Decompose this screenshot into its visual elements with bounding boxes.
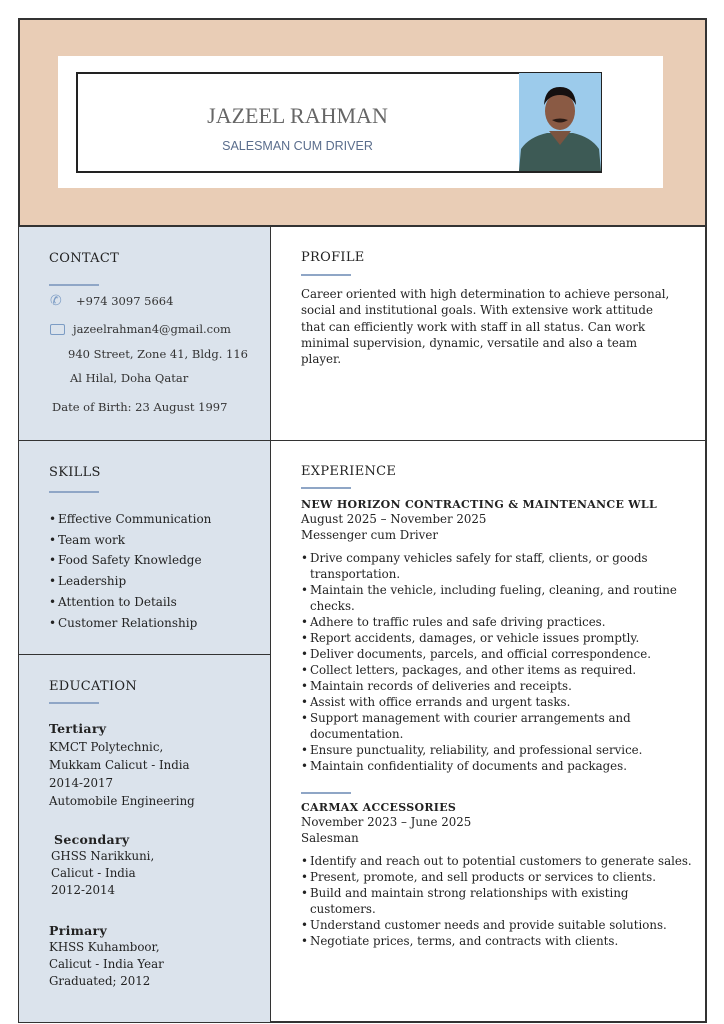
education-title: EDUCATION [49, 679, 138, 694]
duty-item: • Identify and reach out to potential customers to generate sales. [301, 853, 696, 869]
date-of-birth: Date of Birth: 23 August 1997 [52, 400, 228, 414]
job-duties [301, 550, 686, 774]
section-rule [301, 792, 351, 794]
section-rule [49, 702, 99, 704]
duty-item: • Report accidents, damages, or vehicle issues promptly. [301, 630, 686, 646]
duty-item: • Adhere to traffic rules and safe driving practices. [301, 614, 686, 630]
address-line-2: Al Hilal, Doha Qatar [70, 371, 189, 385]
address-line-1: 940 Street, Zone 41, Bldg. 116 [68, 347, 248, 361]
section-rule [49, 284, 99, 286]
profile-text: Career oriented with high determination to achieve personal, social and institutional goals. With extensive work attitude that can efficiently work with staff in all status. Can work minimal supervision, dynamic, versatile and also a team player. [301, 287, 670, 367]
contact-title: CONTACT [49, 251, 120, 266]
job-duties [301, 853, 696, 949]
job-company: NEW HORIZON CONTRACTING & MAINTENANCE WLL [301, 498, 657, 511]
education-line: Calicut - India [51, 866, 136, 880]
job-entry [301, 498, 701, 774]
skill-item: • Attention to Details [49, 592, 211, 613]
duty-item: • Deliver documents, parcels, and official correspondence. [301, 646, 686, 662]
duty-item: • Present, promote, and sell products or services to clients. [301, 869, 696, 885]
candidate-name: JAZEEL RAHMAN [207, 103, 388, 128]
education-line: Calicut - India Year [49, 957, 164, 971]
duty-item: • Build and maintain strong relationships with existing customers. [301, 885, 696, 917]
education-line: Automobile Engineering [49, 794, 195, 808]
education-line: 2012-2014 [51, 883, 116, 897]
skill-item: • Leadership [49, 571, 211, 592]
job-dates: August 2025 – November 2025 [301, 512, 487, 526]
duty-item: • Understand customer needs and provide suitable solutions. [301, 917, 696, 933]
profile-title: PROFILE [301, 250, 365, 265]
section-rule [49, 491, 99, 493]
job-dates: November 2023 – June 2025 [301, 815, 472, 829]
education-line: GHSS Narikkuni, [51, 849, 155, 863]
email-link[interactable]: jazeelrahman4@gmail.com [73, 322, 231, 336]
education-line: Graduated; 2012 [49, 974, 151, 988]
education-entry [49, 720, 195, 810]
skill-item: • Customer Relationship [49, 613, 211, 634]
skills-title: SKILLS [49, 465, 101, 480]
phone-icon: ✆ [50, 293, 62, 309]
education-entry [51, 831, 154, 899]
education-entry [49, 922, 164, 990]
education-level: Secondary [54, 832, 130, 847]
section-rule [301, 274, 351, 276]
education-line: 2014-2017 [49, 776, 114, 790]
job-position: Salesman [301, 831, 359, 846]
education-line: KHSS Kuhamboor, [49, 940, 160, 954]
duty-item: • Negotiate prices, terms, and contracts with clients. [301, 933, 696, 949]
duty-item: • Support management with courier arrangements and documentation. [301, 710, 686, 742]
duty-item: • Assist with office errands and urgent tasks. [301, 694, 686, 710]
skill-item: • Effective Communication [49, 509, 211, 530]
education-level: Tertiary [49, 721, 107, 736]
duty-item: • Ensure punctuality, reliability, and professional service. [301, 742, 686, 758]
experience-title: EXPERIENCE [301, 464, 397, 479]
section-rule [301, 487, 351, 489]
education-level: Primary [49, 923, 108, 938]
skill-item: • Team work [49, 530, 211, 551]
envelope-icon [50, 324, 65, 335]
skill-item: • Food Safety Knowledge [49, 550, 211, 571]
job-company: CARMAX ACCESSORIES [301, 801, 457, 814]
job-entry [301, 801, 701, 949]
job-position: Messenger cum Driver [301, 528, 438, 543]
duty-item: • Collect letters, packages, and other items as required. [301, 662, 686, 678]
duty-item: • Maintain records of deliveries and receipts. [301, 678, 686, 694]
education-line: Mukkam Calicut - India [49, 758, 190, 772]
education-line: KMCT Polytechnic, [49, 740, 164, 754]
duty-item: • Maintain confidentiality of documents and packages. [301, 758, 686, 774]
candidate-role: SALESMAN CUM DRIVER [222, 139, 373, 153]
duty-item: • Drive company vehicles safely for staff, clients, or goods transportation. [301, 550, 686, 582]
phone-link[interactable]: +974 3097 5664 [76, 294, 174, 308]
duty-item: • Maintain the vehicle, including fueling, cleaning, and routine checks. [301, 582, 686, 614]
profile-photo [519, 73, 601, 171]
skills-list [49, 509, 211, 633]
